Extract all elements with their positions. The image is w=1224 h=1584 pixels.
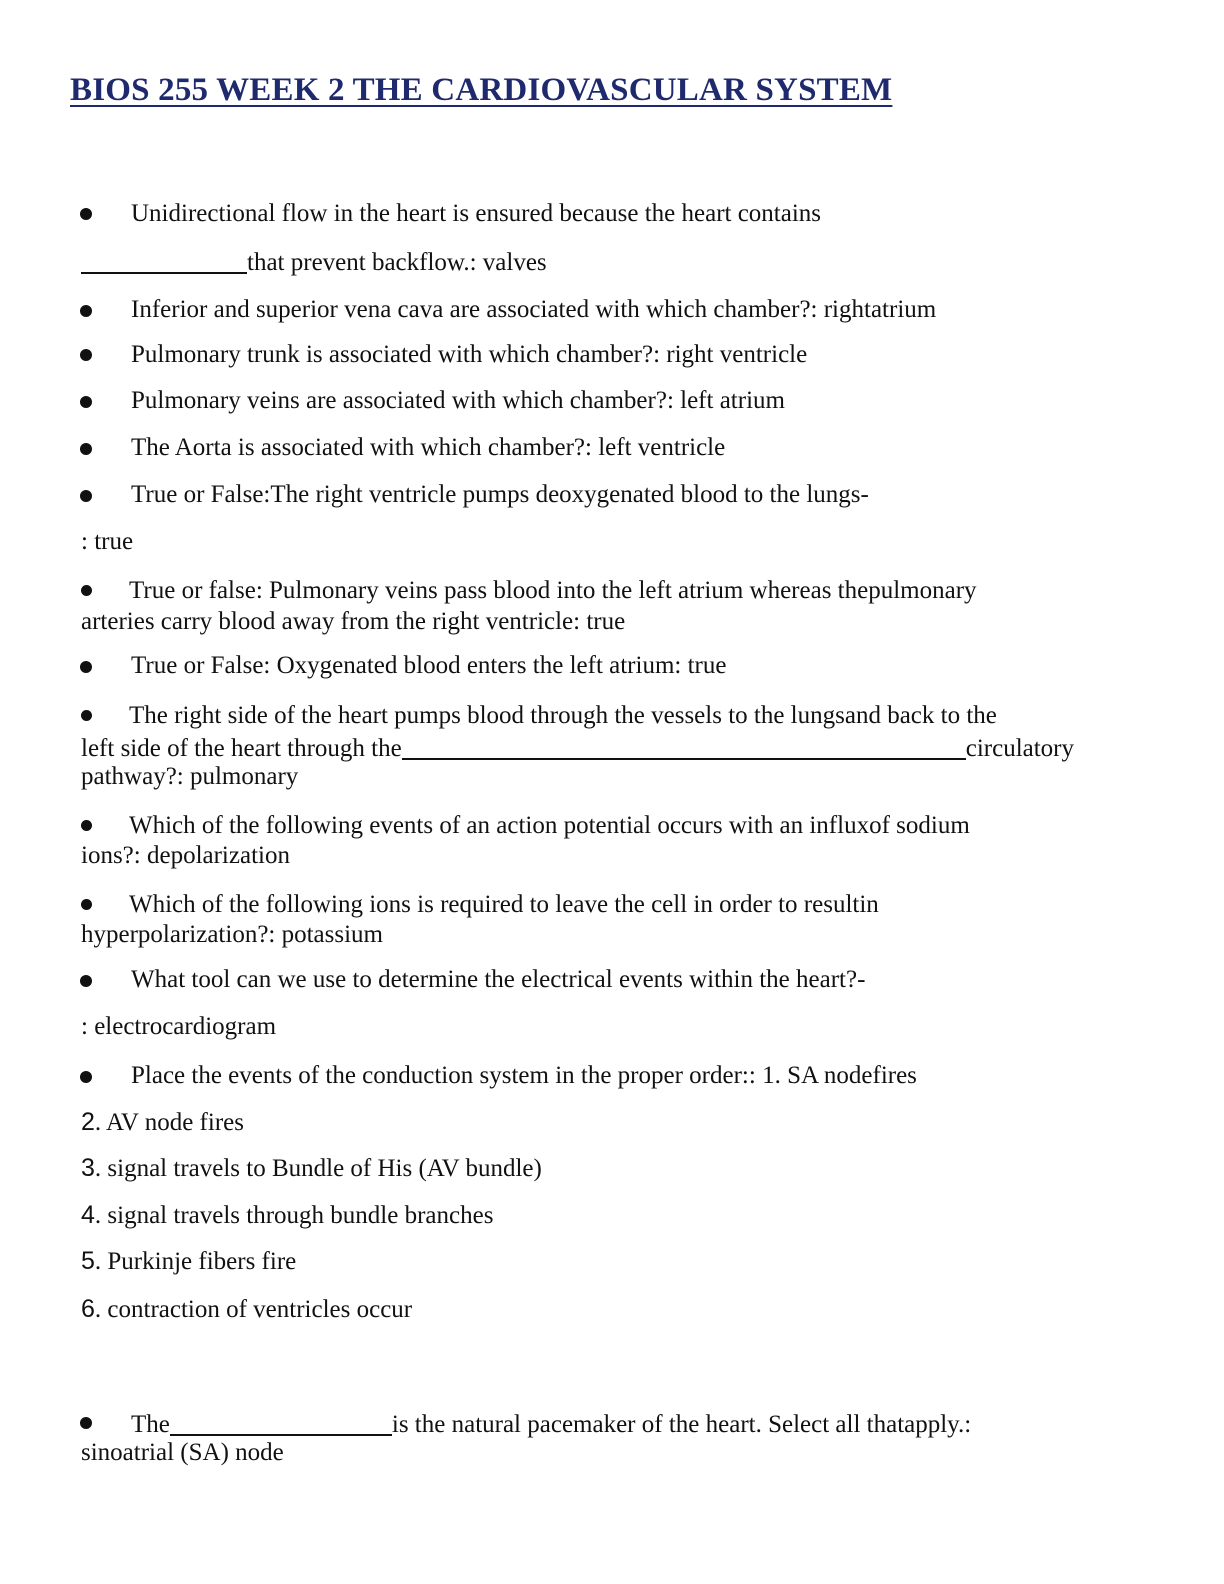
item-text: Place the events of the conduction system in the proper order:: 1. SA nodefires <box>131 1062 917 1089</box>
bullet-icon <box>80 661 92 673</box>
answer-blank <box>170 1412 392 1436</box>
item-text: The is the natural pacemaker of the heart. Select all thatapply.: <box>131 1411 972 1438</box>
page-title: BIOS 255 WEEK 2 THE CARDIOVASCULAR SYSTEM <box>70 72 893 108</box>
step-item: 4. signal travels through bundle branches <box>81 1201 494 1229</box>
item-text-continued: ions?: depolarization <box>81 842 290 869</box>
answer-blank <box>81 250 247 274</box>
item-text: True or false: Pulmonary veins pass blood into the left atrium whereas thepulmonary <box>81 576 977 606</box>
bullet-icon <box>80 975 92 987</box>
item-text: Unidirectional flow in the heart is ensured because the heart contains <box>131 200 822 227</box>
item-text-continued: left side of the heart through the circulatory <box>81 735 1075 762</box>
item-text: The right side of the heart pumps blood through the vessels to the lungsand back to the <box>81 701 997 731</box>
item-text-continued: sinoatrial (SA) node <box>81 1439 284 1466</box>
bullet-icon <box>81 899 92 910</box>
step-item: 3. signal travels to Bundle of His (AV bundle) <box>81 1154 542 1182</box>
item-text-continued: pathway?: pulmonary <box>81 763 299 790</box>
bullet-icon <box>80 443 92 455</box>
item-text: Pulmonary trunk is associated with which chamber?: right ventricle <box>131 341 808 368</box>
step-item: 6. contraction of ventricles occur <box>81 1295 413 1323</box>
bullet-icon <box>81 710 92 721</box>
bullet-icon <box>80 349 92 361</box>
item-text-continued: that prevent backflow.: valves <box>81 246 547 278</box>
bullet-icon <box>81 820 92 831</box>
step-item: 2. AV node fires <box>81 1108 244 1136</box>
item-text-continued: hyperpolarization?: potassium <box>81 921 384 948</box>
item-text: Inferior and superior vena cava are associated with which chamber?: rightatrium <box>131 296 937 323</box>
answer-blank <box>402 736 966 760</box>
item-text: Which of the following events of an action potential occurs with an influxof sodium <box>81 811 970 841</box>
item-text: True or False: Oxygenated blood enters the left atrium: true <box>131 652 727 679</box>
item-text: Which of the following ions is required to leave the cell in order to resultin <box>81 890 879 920</box>
item-text: Pulmonary veins are associated with which chamber?: left atrium <box>131 387 785 414</box>
bullet-icon <box>80 490 92 502</box>
item-text: What tool can we use to determine the electrical events within the heart?- <box>131 966 866 993</box>
bullet-icon <box>80 208 92 220</box>
bullet-icon <box>81 585 92 596</box>
bullet-icon <box>80 1417 92 1429</box>
item-text: True or False:The right ventricle pumps deoxygenated blood to the lungs- <box>131 481 869 508</box>
step-item: 5. Purkinje fibers fire <box>81 1247 297 1275</box>
bullet-icon <box>80 396 92 408</box>
bullet-icon <box>80 1071 92 1083</box>
bullet-icon <box>80 305 92 317</box>
item-text: The Aorta is associated with which chamber?: left ventricle <box>131 434 726 461</box>
item-text-continued: arteries carry blood away from the right ventricle: true <box>81 608 626 635</box>
item-text-continued: : true <box>81 528 134 555</box>
item-text-continued: : electrocardiogram <box>81 1013 277 1040</box>
